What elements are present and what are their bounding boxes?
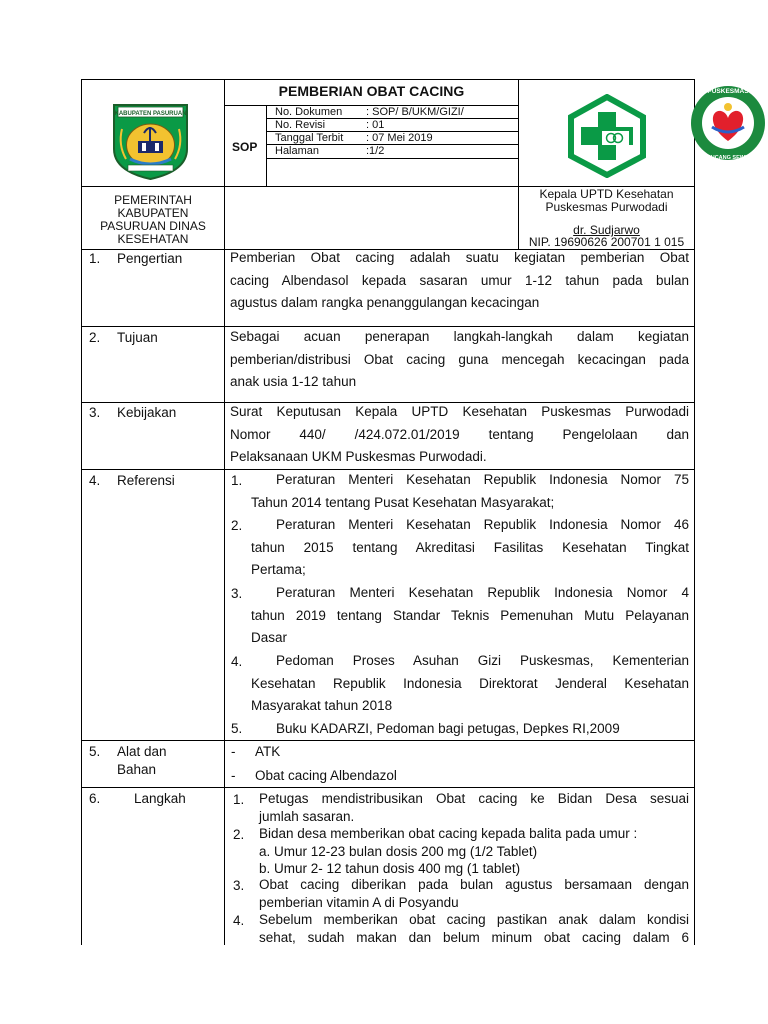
section-num-tujuan: 2. bbox=[89, 330, 101, 345]
org-line-1: PEMERINTAH bbox=[114, 193, 192, 207]
step-number: 1. bbox=[233, 792, 245, 807]
list-item: Obat cacing Albendazol bbox=[255, 768, 397, 783]
list-item-number: 4. bbox=[231, 654, 243, 669]
section-num-alat: 5. bbox=[89, 744, 101, 759]
signer-line-2: Puskesmas Purwodadi bbox=[545, 200, 668, 214]
doc-field-label-tanggal: Tanggal Terbit bbox=[275, 132, 344, 144]
signer-nip: NIP. 19690626 200701 1 015 bbox=[528, 235, 685, 249]
text-line: Peraturan Menteri Kesehatan Republik Indonesia Nomor 46 bbox=[276, 517, 689, 532]
text-line: sehat, sudah makan dan belum minum obat cacing dalam 6 bbox=[259, 929, 689, 945]
sop-label: SOP bbox=[232, 140, 258, 154]
section-text-tujuan bbox=[230, 326, 689, 394]
text-line: Masyarakat tahun 2018 bbox=[251, 698, 393, 713]
doc-field-label-halaman: Halaman bbox=[275, 145, 320, 157]
text-line: cacing Albendasol kepada sasaran umur 1-12 tahun pada bulan bbox=[230, 272, 689, 288]
step-item bbox=[259, 825, 689, 878]
list-item bbox=[251, 469, 689, 514]
doc-field-value-tanggal: : 07 Mei 2019 bbox=[366, 132, 433, 144]
section-num-kebijakan: 3. bbox=[89, 405, 101, 420]
list-item bbox=[251, 514, 689, 582]
svg-text:PUCANG SEWU: PUCANG SEWU bbox=[707, 155, 749, 161]
document-title: PEMBERIAN OBAT CACING bbox=[278, 83, 465, 99]
text-line: Tahun 2014 tentang Pusat Kesehatan Masyarakat; bbox=[251, 494, 555, 510]
text-line: anak usia 1-12 tahun bbox=[230, 374, 357, 389]
section-label-kebijakan: Kebijakan bbox=[117, 405, 177, 420]
text-line: pemberian vitamin A di Posyandu bbox=[259, 894, 459, 910]
text-line: a. Umur 12-23 bulan dosis 200 mg (1/2 Tablet) bbox=[259, 843, 538, 859]
section-label-alat-2: Bahan bbox=[117, 762, 157, 777]
list-item bbox=[251, 582, 689, 650]
step-number: 3. bbox=[233, 878, 245, 893]
step-number: 4. bbox=[233, 913, 245, 928]
text-line: agustus dalam rangka penanggulangan kecacingan bbox=[230, 295, 540, 310]
bullet-icon: - bbox=[231, 744, 236, 759]
org-line-3: PASURUAN DINAS bbox=[100, 219, 206, 233]
text-line: Sebagai acuan penerapan langkah-langkah dalam kegiatan bbox=[230, 329, 689, 344]
svg-text:PUSKESMAS: PUSKESMAS bbox=[707, 88, 749, 95]
bullet-icon: - bbox=[231, 768, 236, 783]
section-num-pengertian: 1. bbox=[89, 251, 101, 266]
list-item bbox=[251, 650, 689, 718]
puskesmas-cross-logo bbox=[565, 94, 649, 178]
section-text-kebijakan bbox=[230, 401, 689, 469]
text-line: Kesehatan Republik Indonesia Direktorat Jenderal Kesehatan bbox=[251, 675, 689, 691]
text-line: b. Umur 2- 12 tahun dosis 400 mg (1 tablet) bbox=[259, 861, 521, 876]
signer-line-1: Kepala UPTD Kesehatan bbox=[539, 187, 674, 201]
step-item bbox=[259, 876, 689, 911]
text-line: Bidan desa memberikan obat cacing kepada balita pada umur : bbox=[259, 826, 638, 841]
text-line: Sebelum memberikan obat cacing pastikan anak dalam kondisi bbox=[259, 912, 689, 927]
step-number: 2. bbox=[233, 827, 245, 842]
text-line: Dasar bbox=[251, 630, 288, 645]
text-line: Pelaksanaan UKM Puskesmas Purwodadi. bbox=[230, 449, 487, 464]
list-item-number: 2. bbox=[231, 518, 243, 533]
text-line: Petugas mendistribusikan Obat cacing ke Bidan Desa sesuai bbox=[259, 791, 689, 806]
section-label-pengertian: Pengertian bbox=[117, 251, 183, 266]
doc-field-label-norevisi: No. Revisi bbox=[275, 119, 326, 131]
section-label-alat-1: Alat dan bbox=[117, 744, 167, 759]
org-line-2: KABUPATEN bbox=[117, 206, 189, 220]
text-line: Pedoman Proses Asuhan Gizi Puskesmas, Kementerian bbox=[276, 653, 689, 668]
text-line: Peraturan Menteri Kesehatan Republik Indonesia Nomor 4 bbox=[276, 585, 689, 600]
text-line: jumlah sasaran. bbox=[259, 808, 355, 824]
doc-field-value-nodokumen: : SOP/ B/UKM/GIZI/ bbox=[366, 106, 464, 118]
text-line: Pertama; bbox=[251, 562, 306, 577]
section-label-langkah: Langkah bbox=[134, 791, 186, 806]
section-label-tujuan: Tujuan bbox=[117, 330, 158, 345]
section-num-langkah: 6. bbox=[89, 791, 101, 806]
doc-field-value-halaman: :1/2 bbox=[366, 145, 385, 157]
step-item bbox=[259, 790, 689, 825]
list-item-number: 1. bbox=[231, 473, 243, 488]
text-line: tahun 2019 tentang Standar Teknis Pemenuhan Mutu Pelayanan bbox=[251, 607, 689, 623]
svg-text:KABUPATEN PASURUAN: KABUPATEN PASURUAN bbox=[114, 111, 187, 117]
list-item-number: 5. bbox=[231, 721, 243, 736]
text-line: Obat cacing diberikan pada bulan agustus bersamaan dengan bbox=[259, 877, 689, 892]
section-text-pengertian bbox=[230, 247, 689, 315]
org-line-4: KESEHATAN bbox=[117, 232, 189, 246]
section-num-referensi: 4. bbox=[89, 473, 101, 488]
text-line: Peraturan Menteri Kesehatan Republik Indonesia Nomor 75 bbox=[276, 472, 689, 487]
text-line: Pemberian Obat cacing adalah suatu kegiatan pemberian Obat bbox=[230, 250, 689, 265]
list-item-number: 3. bbox=[231, 586, 243, 601]
doc-field-value-norevisi: : 01 bbox=[366, 119, 385, 131]
list-item: ATK bbox=[255, 744, 281, 759]
text-line: tahun 2015 tentang Akreditasi Fasilitas Kesehatan Tingkat bbox=[251, 539, 689, 555]
section-label-referensi: Referensi bbox=[117, 473, 175, 488]
text-line: Surat Keputusan Kepala UPTD Kesehatan Puskesmas Purwodadi bbox=[230, 404, 689, 419]
text-line: Nomor 440/ /424.072.01/2019 tentang Pengelolaan dan bbox=[230, 426, 689, 442]
text-line: pemberian/distribusi Obat cacing guna mencegah kecacingan pada bbox=[230, 351, 689, 367]
list-item: Buku KADARZI, Pedoman bagi petugas, Depkes RI,2009 bbox=[276, 721, 620, 736]
signer-name: dr. Sudjarwo bbox=[573, 223, 640, 237]
doc-field-label-nodokumen: No. Dokumen bbox=[275, 106, 343, 118]
kabupaten-pasuruan-logo bbox=[108, 99, 193, 181]
step-item bbox=[259, 911, 689, 946]
puskesmas-pucang-sewu-logo bbox=[688, 83, 768, 163]
